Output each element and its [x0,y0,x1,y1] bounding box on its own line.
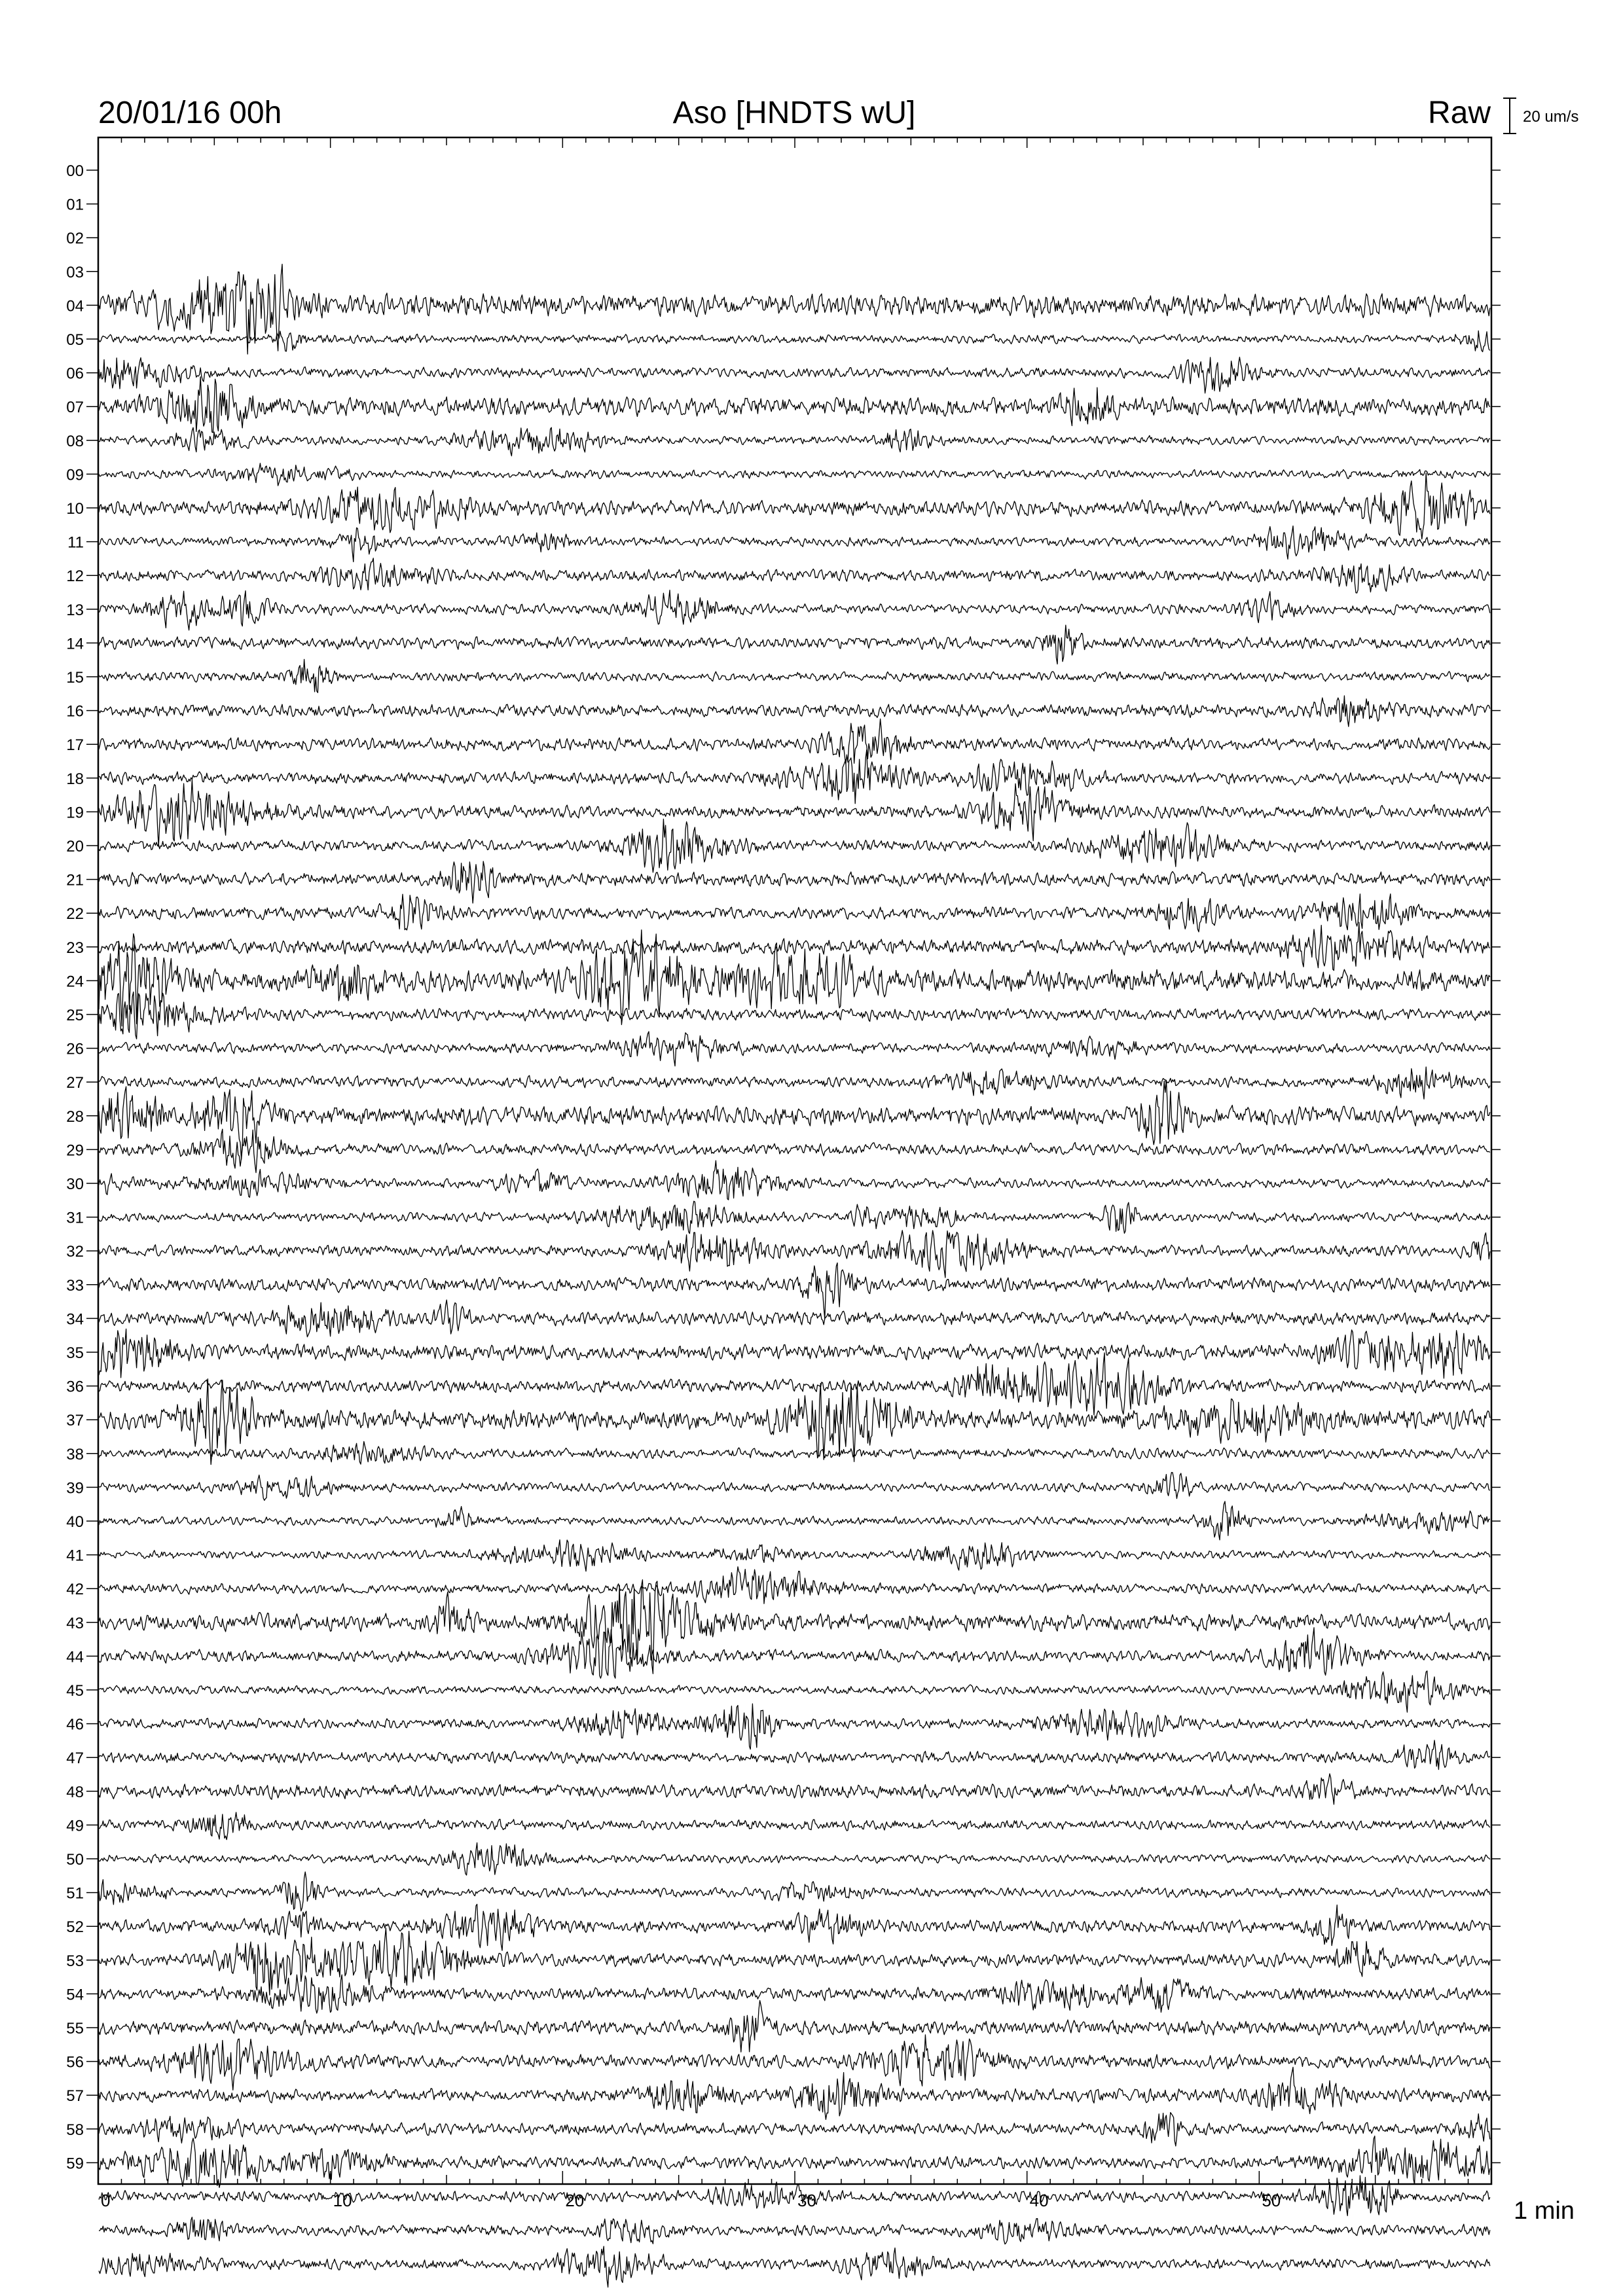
row-label: 03 [66,263,84,281]
row-label: 09 [66,466,84,484]
trace-line [99,331,1490,351]
row-label: 12 [66,567,84,586]
trace-line [99,1263,1490,1319]
row-label: 44 [66,1648,84,1666]
row-label: 36 [66,1378,84,1396]
row-label: 41 [66,1547,84,1565]
trace-line [99,1812,1490,1840]
row-label: 24 [66,973,84,991]
trace-line [99,1904,1490,1950]
row-label: 52 [66,1918,84,1937]
row-label: 15 [66,669,84,687]
station-title: Aso [HNDTS wU] [672,96,916,130]
trace-line [99,922,1490,971]
row-label: 38 [66,1445,84,1463]
row-label: 48 [66,1783,84,1801]
x-tick-label: 10 [333,2191,352,2210]
trace-line [99,1067,1490,1099]
row-label: 47 [66,1749,84,1768]
trace-line [99,1540,1490,1571]
trace-line [99,719,1490,764]
trace-line [99,696,1490,726]
trace-line [99,377,1490,433]
trace-line [99,2001,1490,2053]
row-label: 06 [66,365,84,383]
row-label: 19 [66,804,84,822]
row-label: 25 [66,1007,84,1024]
trace-line [99,2113,1490,2146]
trace-line [99,2067,1490,2119]
trace-line [99,1379,1490,1465]
row-label: 32 [66,1243,84,1261]
x-tick-label: 0 [101,2191,111,2210]
trace-line [99,1201,1490,1233]
row-label: 35 [66,1344,84,1362]
trace-line [99,1843,1490,1876]
trace-line [99,1928,1490,1995]
trace-line [99,2246,1490,2287]
row-label: 00 [66,162,84,180]
trace-line [99,894,1490,932]
row-label: 45 [66,1682,84,1700]
row-label: 40 [66,1513,84,1531]
trace-line [99,1300,1490,1337]
row-label: 55 [66,2020,84,2037]
row-label: 46 [66,1715,84,1734]
trace-line [99,1567,1490,1604]
trace-line [99,992,1490,1039]
trace-line [99,1129,1490,1173]
row-label: 16 [66,702,84,721]
trace-line [99,427,1490,456]
row-label: 43 [66,1614,84,1632]
row-label: 07 [66,399,84,417]
trace-line [99,473,1490,539]
row-label: 20 [66,838,84,855]
trace-line [99,1774,1490,1804]
row-label: 54 [66,1986,84,2004]
row-label: 27 [66,1074,84,1092]
row-label: 49 [66,1817,84,1835]
mode-label: Raw [1427,96,1491,130]
x-unit-label: 1 min [1514,2197,1575,2225]
row-label: 58 [66,2121,84,2139]
row-label: 08 [66,432,84,450]
trace-line [99,1671,1490,1712]
row-label: 05 [66,331,84,349]
trace-line [99,1473,1490,1501]
trace-line [99,1230,1490,1278]
row-label: 53 [66,1952,84,1970]
trace-line [99,625,1490,664]
trace-line [99,780,1490,847]
x-tick-label: 30 [797,2191,816,2210]
row-label: 10 [66,500,84,518]
x-tick-label: 40 [1029,2191,1049,2210]
trace-line [99,2035,1490,2090]
trace-line [99,861,1490,903]
row-label: 11 [67,533,84,552]
row-label: 33 [66,1276,84,1295]
row-label: 13 [66,601,84,619]
row-label: 56 [66,2053,84,2072]
row-label: 01 [66,196,84,214]
trace-line [99,1872,1490,1911]
row-label: 29 [66,1141,84,1160]
row-label: 39 [66,1479,84,1498]
row-label: 23 [66,939,84,957]
row-label: 21 [66,871,84,889]
trace-line [99,526,1490,562]
row-label: 42 [66,1581,84,1599]
trace-line [99,590,1490,630]
trace-line [99,1740,1490,1770]
row-label: 02 [66,230,84,248]
scale-label: 20 um/s [1523,108,1579,126]
row-label: 50 [66,1851,84,1869]
row-label: 26 [66,1040,84,1058]
trace-line [99,819,1490,872]
trace-line [99,1160,1490,1200]
row-label: 31 [66,1209,84,1227]
row-label: 22 [66,905,84,924]
trace-line [99,1628,1490,1678]
trace-line [99,1704,1490,1749]
trace-line [99,463,1490,486]
trace-line [99,750,1490,804]
trace-line [99,1501,1490,1540]
trace-line [99,1031,1490,1066]
date-label: 20/01/16 00h [98,96,282,130]
trace-line [99,2217,1490,2244]
x-tick-label: 20 [565,2191,585,2210]
row-label: 59 [66,2155,84,2173]
trace-line [99,357,1490,393]
trace-line [99,659,1490,692]
row-label: 17 [66,736,84,755]
row-label: 14 [66,635,84,653]
row-label: 30 [66,1175,84,1193]
plot-frame [98,137,1491,2184]
row-label: 51 [66,1884,84,1903]
row-label: 34 [66,1310,84,1329]
row-label: 37 [66,1412,84,1430]
trace-line [99,1441,1490,1464]
row-label: 57 [66,2087,84,2106]
trace-line [99,1975,1490,2013]
row-label: 28 [66,1107,84,1126]
row-label: 18 [66,770,84,788]
trace-line [99,1353,1490,1415]
x-tick-label: 50 [1262,2191,1281,2210]
row-label: 04 [66,297,84,315]
trace-line [99,558,1490,593]
